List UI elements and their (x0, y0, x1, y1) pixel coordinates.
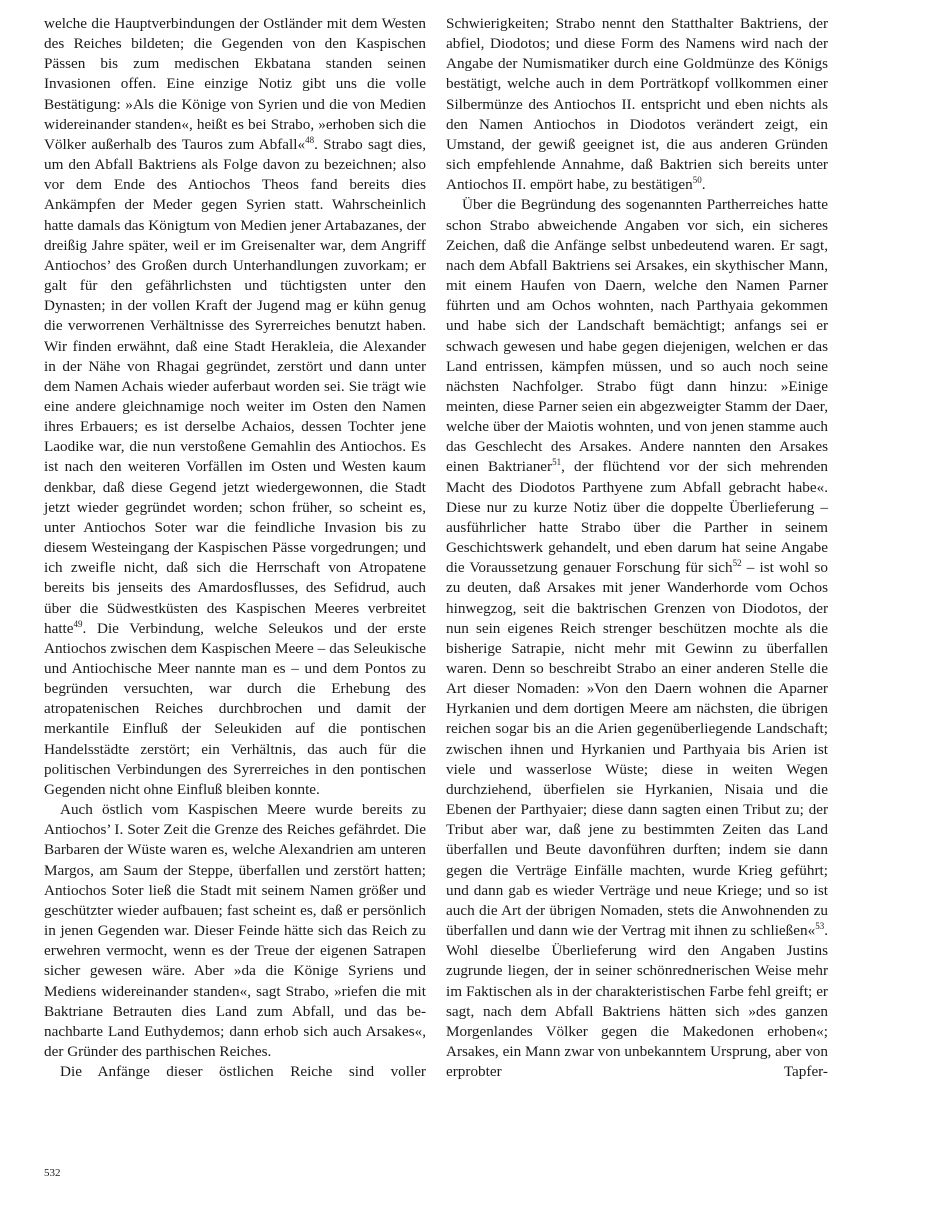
footnote-ref: 50 (692, 175, 702, 186)
text-run: . Wohl dieselbe Überlieferung wird den Angaben Justins zugrunde liegen, der in seiner schönrednerischen Weise mehr im Faktischen als in der charakteristischen Farbe fehl greift; er sagt, nach dem Abfall Baktriens hätten sich »des ganzen Morgenlandes Völker gegen die Makedonen erhoben«; Arsakes, ein Mann zwar von unbekanntem Ursprung, aber von erprobter Tapfer- (446, 922, 828, 1081)
paragraph (446, 195, 828, 1082)
paragraph: Auch östlich vom Kaspischen Meere wurde bereits zu Antiochos’ I. Soter Zeit die Grenze des Reiches gefährdet. Die Barbaren der Wüste waren es, welche Alexandrien am unteren Margos, am Saum der Steppe, überfallen und zerstört hatten; Antiochos Soter ließ die Stadt mit seinem Namen größer und geschützter wieder aufbauen; fast scheint es, daß er persönlich in jenen Gegenden war. Dieser Feinde hätte sich das Reich zu erwehren vermocht, wenn es der Treue der eigenen Satrapen sicher gewesen wäre. Aber »da die Könige Syriens und Mediens widereinander standen«, sagt Strabo, »riefen die mit Baktriane Betrauten dies Land zum Abfall, und das benachbarte Land Euthydemos; dann erhob sich auch Arsakes«, der Gründer des parthischen Reiches. (44, 801, 426, 1060)
text-run: . Die Verbindung, welche Seleukos und der erste Antiochos zwischen dem Kaspischen Meere – das Seleukische und Antiochische Meer nannte man es – und dem Pontos zu begründen versuchten, war durch die Erhebung des atropatenischen Reiches durchbrochen und damit der merkantile Einfluß der Seleukiden auf die pontischen Handelsstädte zerstört; ein Verhältnis, das auch für die politischen Verbindungen des Syrerreiches in den pontischen Gegenden nicht ohne Einfluß bleiben konnte. (44, 619, 426, 798)
text-run: Über die Begründung des sogenannten Partherreiches hatte schon Strabo abweichende Angaben vor sich, ein sicheres Zeichen, daß die Anfänge selbst unbedeutend waren. Er sagt, nach dem Abfall Baktriens sei Arsakes, ein skythischer Mann, mit einem Haufen von Daern, welche den Namen Parner führten und am Ochos wohnten, nach Parthyaia gekommen und habe sich der Landschaft bemächtigt; anfangs sei er schwach gewesen und habe gegen diejenigen, welchen er das Land entrissen, kämpfen müssen, und so auch noch seine nächsten Nachfolger. Strabo fügt dann hinzu: »Einige meinten, diese Parner seien ein abgezweigter Stamm der Daer, welche über der Maiotis wohnten, und von jenen stamme auch das Geschlecht des Arsakes. Andere nannten den Arsakes einen Baktrianer (446, 196, 828, 476)
text-run: . (701, 176, 706, 194)
paragraph (446, 14, 828, 195)
text-run: – ist wohl so zu deuten, daß Arsakes mit jener Wanderhorde vom Ochos hinwegzog, seit die baktrischen Grenzen von Diodotos, der nun sein eigenes Reich strenger beschützen mochte als die bisherige Satrapie, nicht mehr mit Gewinn zu überfallen waren. Denn so beschreibt Strabo an einer anderen Stelle die Art dieser Nomaden: »Von den Daern wohnen die Aparner Hyrkanien und dem dortigen Meere am nächsten, die übrigen reichen sogar bis an die Arien gegenüberliegende Landschaft; zwischen ihnen und Hyrkanien und Parthyaia bis Arien ist viele und wasserlose Wüste; diese in weiten Wegen durchziehend, überfielen sie Hyrkanien, Nisaia und die Ebenen der Parthyaier; diese dann sagten einen Tribut zu; der Tribut aber war, daß jene zu bestimmten Zeiten das Land überfallen und Beute davonführen durften; indem sie dann gegen die Verträge Einfälle machten, wurde Krieg geführt; und dann gab es wieder Verträge und neue Kriege; und so ist auch die Art der übrigen Nomaden, stets die Anwohnenden zu überfallen und dann wie der Vertrag mit ihnen zu schließen« (446, 559, 828, 940)
page-number: 532 (44, 1167, 61, 1179)
text-run: Schwierigkeiten; Strabo nennt den Statthalter Baktriens, der abfiel, Diodotos; und diese Form des Namens wird nach der Angabe der Numismatiker durch eine Goldmünze des Königs bestätigt, welche auch in dem Porträtkopf vollkommen einer Silbermünze des Antiochos II. entspricht und eben nichts als den Namen Antiochos in Diodotos verändert zeigt, ein Umstand, der gewiß geeignet ist, die aus anderen Gründen sich empfehlende Annahme, daß Baktrien sich bereits unter Antiochos II. empört habe, zu bestätigen (446, 15, 828, 194)
footnote-ref: 51 (552, 457, 562, 468)
paragraph (44, 14, 426, 800)
paragraph: Die Anfänge dieser östlichen Reiche sind voller (60, 1063, 426, 1081)
footnote-ref: 52 (732, 558, 742, 569)
text-run: . Strabo sagt dies, um den Abfall Baktriens als Folge davon zu bezeichnen; also vor dem Ende des Antiochos Theos fand bereits dies Ankämpfen der Meder gegen Syrien statt. Wahrscheinlich hatte damals das Königtum von Medien jener Artabazanes, der dreißig Jahre später, weil er im Greisenalter war, dem Angriff Antiochos’ des Großen durch Unterhandlungen zuvorkam; er galt für den gefährlichsten und tüchtigsten unter den Dynasten; in der vollen Kraft der Jugend mag er kühn genug die verworrenen Verhältnisse des Syrerreiches benutzt haben. Wir finden erwähnt, daß eine Stadt Herakleia, die Alexander in der Nähe von Rhagai gegründet, zerstört und dann unter dem Namen Achais wieder auferbaut worden sei. Sie trägt wie eine andere gleichnamige noch weiter im Osten den Namen ihres Erbauers; es ist derselbe Achaios, dessen Tochter jene Laodike war, die nun verstoßene Gemahlin des Antiochos. Es ist nach den weiteren Vorfällen im Osten und Westen kaum denkbar, daß diese Gegend jetzt wiedergewonnen, die Stadt jetzt wieder gegründet worden; schon früher, so scheint es, unter Antiochos Soter war die feindliche Invasion bis zu diesem Westeingang der Kaspischen Pässe vorgedrungen; und ich zweifle nicht, daß sich die Herrschaft von Atropatene bereits bis jenseits des Amardosflusses, des Sefidrud, auch über die Südwestküsten des Kaspischen Meeres verbreitet hatte (44, 135, 426, 637)
left-column (44, 14, 426, 1082)
text-run: , der flüchtend vor der sich mehrenden Macht des Diodotos Parthyene zum Abfall gebracht habe«. Diese nur zu kurze Notiz über die doppelte Überlieferung – ausführlicher hatte Strabo über die Parther in seinem Geschichtswerk gehandelt, und eben darum hat seine Angabe die Voraussetzung genauer Forschung für sich (446, 458, 829, 577)
footnote-ref: 53 (815, 921, 825, 932)
footnote-ref: 49 (73, 618, 83, 629)
footnote-ref: 48 (305, 134, 315, 145)
text-run: welche die Hauptverbindungen der Ostländer mit dem Westen des Reiches bildeten; die Gegenden von den Kaspischen Pässen bis zum medischen Ekbatana standen seinen Invasionen offen. Eine einzige Notiz gibt uns die volle Bestätigung: »Als die Könige von Syrien und die von Medien widereinander standen«, heißt es bei Strabo, »erhoben sich die Völker außerhalb des Tauros zum Abfall« (44, 15, 426, 153)
right-column (446, 14, 828, 1082)
